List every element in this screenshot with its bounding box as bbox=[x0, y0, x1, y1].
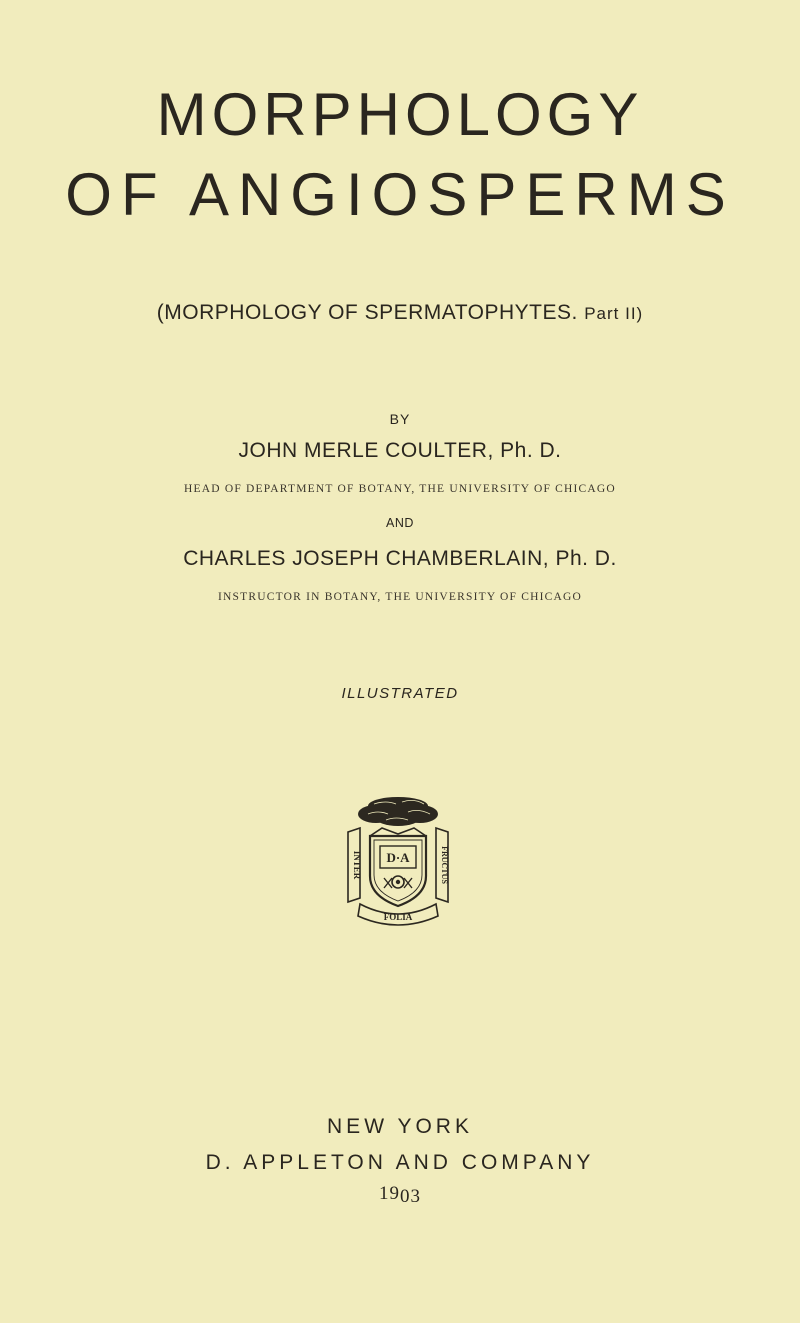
seal-foliage bbox=[358, 797, 438, 826]
author-1-affiliation: HEAD OF DEPARTMENT OF BOTANY, THE UNIVERSITY OF CHICAGO bbox=[184, 483, 616, 495]
seal-right-banner bbox=[436, 828, 449, 902]
publisher-city: NEW YORK bbox=[327, 1115, 473, 1138]
conjunction: AND bbox=[386, 516, 414, 530]
illustrated-label: ILLUSTRATED bbox=[341, 685, 459, 702]
svg-text:D·A: D·A bbox=[386, 850, 410, 865]
svg-text:FRUCTUS: FRUCTUS bbox=[440, 846, 449, 884]
publisher-seal-emblem bbox=[338, 792, 458, 934]
seal-shield bbox=[370, 828, 426, 906]
svg-text:INTER: INTER bbox=[352, 850, 362, 880]
seal-left-banner bbox=[348, 828, 362, 902]
year-digit-0: 0 bbox=[400, 1186, 411, 1207]
author-2-affiliation: INSTRUCTOR IN BOTANY, THE UNIVERSITY OF CHICAGO bbox=[218, 591, 582, 603]
author-1-name: JOHN MERLE COULTER, bbox=[238, 439, 494, 462]
byline: BY bbox=[389, 411, 411, 427]
publisher-name: D. APPLETON AND COMPANY bbox=[205, 1151, 595, 1174]
author-2-name: CHARLES JOSEPH CHAMBERLAIN, bbox=[183, 547, 550, 570]
author-1-degree: Ph. D. bbox=[500, 439, 562, 462]
subtitle-main: (MORPHOLOGY OF SPERMATOPHYTES. bbox=[156, 301, 578, 324]
author-1 bbox=[0, 438, 800, 464]
subtitle-part: Part II) bbox=[584, 304, 644, 323]
author-2 bbox=[0, 546, 800, 572]
title-line-1: MORPHOLOGY bbox=[156, 81, 644, 148]
title-line-2: OF ANGIOSPERMS bbox=[65, 161, 735, 228]
publication-year bbox=[0, 1182, 800, 1206]
svg-text:FOLIA: FOLIA bbox=[383, 912, 413, 922]
year-digit-3: 3 bbox=[410, 1186, 421, 1207]
author-2-degree: Ph. D. bbox=[555, 547, 617, 570]
subtitle bbox=[0, 300, 800, 327]
year-digits-19: 19 bbox=[379, 1183, 400, 1204]
